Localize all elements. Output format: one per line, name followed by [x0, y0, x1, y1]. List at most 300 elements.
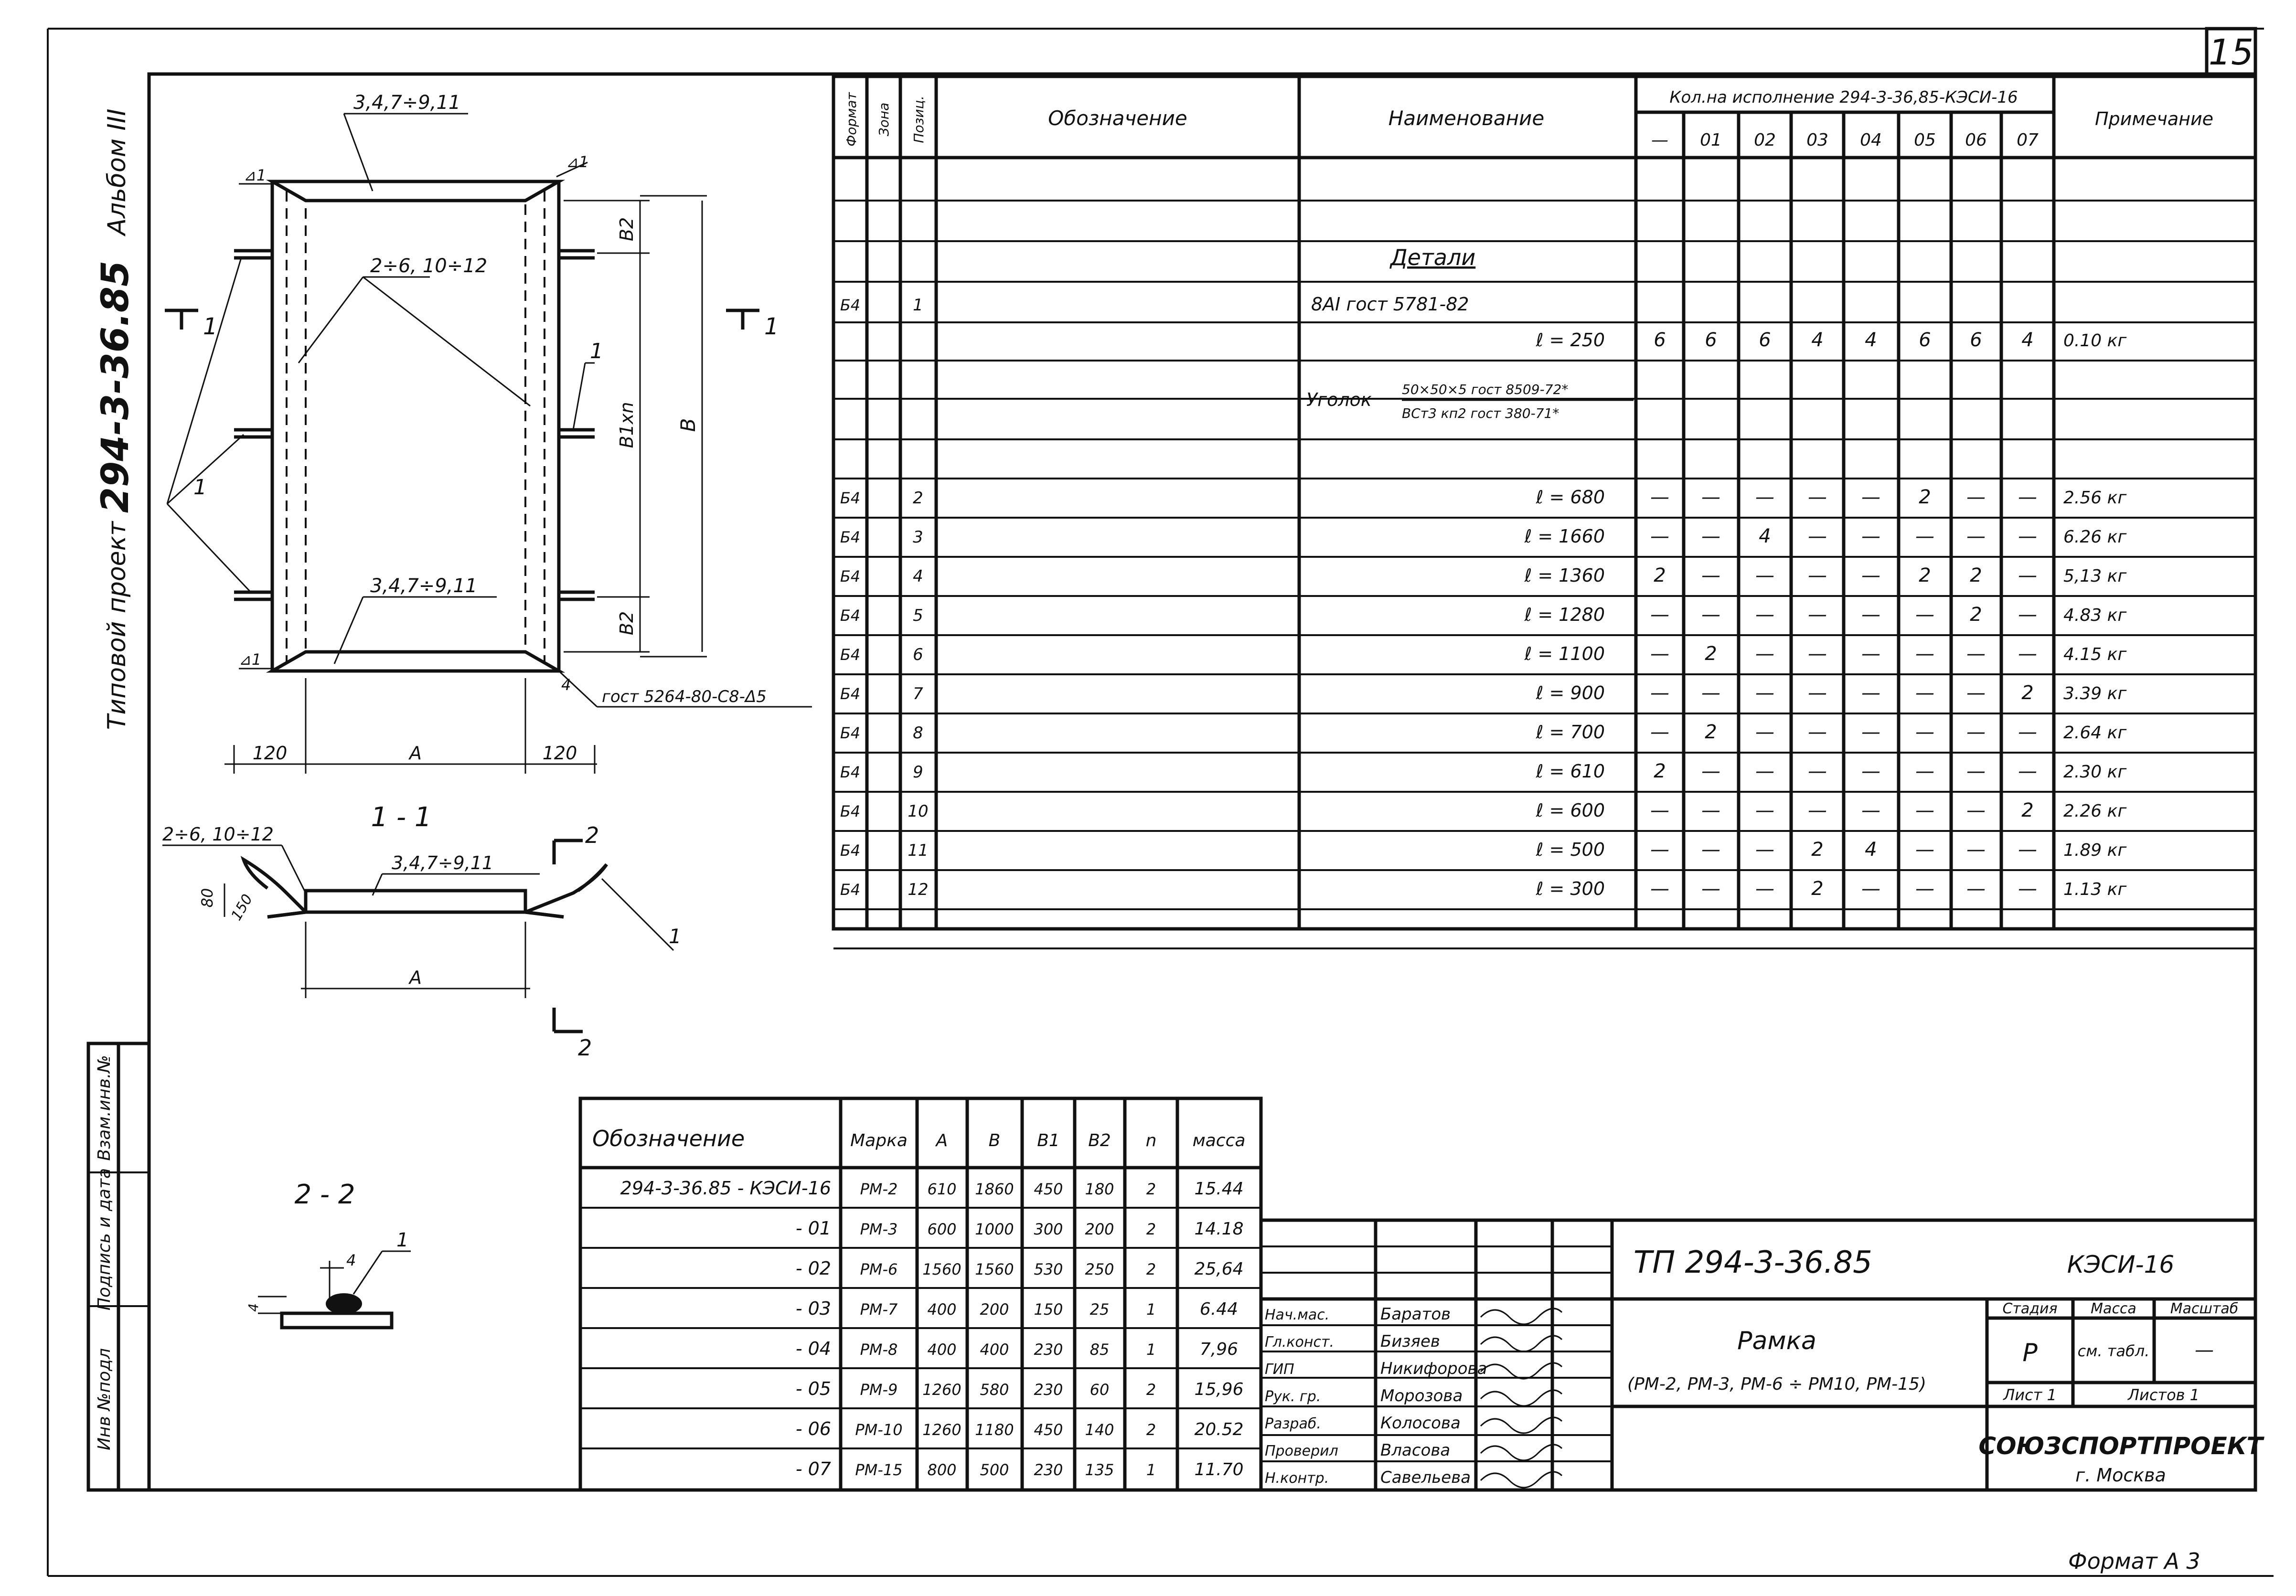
spec-row-qty: —	[1966, 799, 1986, 821]
marks-header: Марка	[850, 1131, 908, 1150]
spec-row-qty: 2	[1970, 604, 1982, 626]
marks-cell: 1260	[922, 1381, 961, 1399]
section1-dim-150: 150	[228, 891, 256, 924]
spec-row-qty: —	[1808, 525, 1827, 547]
spec-row-qty: —	[1650, 839, 1669, 861]
tb-staff-row	[1265, 1359, 1562, 1379]
marks-table	[580, 1098, 1261, 1490]
tb-sheet-label: Лист 1	[2003, 1386, 2057, 1404]
spec-row-qty: —	[1861, 604, 1880, 626]
dim-b2-top: В2	[616, 217, 637, 242]
spec-row-note: 4.83 кг	[2063, 606, 2127, 625]
spec-header-name: Наименование	[1388, 106, 1545, 130]
marks-cell: 6.44	[1199, 1299, 1239, 1319]
spec-row-qty: —	[1701, 486, 1720, 508]
spec-row-qty: —	[1808, 604, 1827, 626]
sheet-format: Формат А 3	[2068, 1548, 2200, 1574]
tb-city: г. Москва	[2075, 1465, 2166, 1486]
stamp-inv-number: Инв №подл	[95, 1348, 114, 1451]
tb-staff-row	[1265, 1441, 1562, 1460]
spec-row-note: 1.89 кг	[2063, 841, 2127, 860]
spec-row-qty: —	[1650, 604, 1669, 626]
spec-header-note: Примечание	[2094, 108, 2214, 129]
spec-row-pos: 4	[913, 567, 923, 586]
stamp-signature-date: Подпись и дата	[95, 1168, 114, 1311]
tb-staff-signature	[1481, 1472, 1562, 1488]
plan-label-side: 2÷6, 10÷12	[370, 255, 488, 277]
spec-row-qty: 2	[1970, 564, 1982, 586]
marks-cell: 11.70	[1194, 1460, 1244, 1479]
corner-weld-bl: ⊿1	[239, 650, 262, 669]
plan-pos-1-left: 1	[193, 475, 207, 500]
marks-cell: 14.18	[1194, 1219, 1244, 1239]
spec-row-format: Б4	[840, 567, 861, 585]
spec-row-pos: 6	[913, 645, 923, 664]
dim-b2-bottom: В2	[616, 611, 637, 636]
spec-row-note: 2.30 кг	[2063, 762, 2127, 782]
spec-row-qty: 2	[1919, 564, 1931, 586]
spec-row-qty: 6	[1919, 329, 1931, 351]
spec-row-qty: —	[1808, 682, 1827, 704]
marks-header: В2	[1088, 1131, 1111, 1150]
marks-cell: 600	[927, 1220, 957, 1238]
tb-staff-signature	[1481, 1390, 1562, 1406]
spec-row-qty: —	[1701, 604, 1720, 626]
spec-row-name: ℓ = 1660	[1524, 526, 1605, 547]
dim-a-plan: А	[409, 743, 422, 764]
tb-staff-name: Никифорова	[1380, 1359, 1487, 1378]
spec-row-format: Б4	[840, 685, 861, 703]
spec-row-name: ℓ = 600	[1536, 800, 1605, 821]
marks-cell: 25,64	[1194, 1259, 1244, 1279]
marks-rows	[580, 1178, 1261, 1479]
spec-row-qty: 2	[1811, 878, 1824, 900]
section1-label-mid: 3,4,7÷9,11	[392, 852, 494, 873]
spec-row-qty: 4	[2021, 329, 2034, 351]
tb-code: ТП 294-3-36.85	[1634, 1245, 1872, 1280]
spec-row-qty: —	[1966, 682, 1986, 704]
spec-row-qty: —	[1755, 682, 1774, 704]
spec-row	[1536, 329, 2127, 351]
spec-row-qty: —	[1650, 486, 1669, 508]
spec-row-qty: —	[1966, 721, 1986, 743]
spec-row-qty: —	[1701, 760, 1720, 782]
spec-row-qty: 2	[1811, 839, 1824, 861]
title-block	[1261, 1220, 2265, 1490]
spec-row	[840, 682, 2127, 704]
marks-cell: РМ-7	[860, 1300, 898, 1319]
spec-row-qty: —	[1650, 525, 1669, 547]
corner-weld-tl: ⊿1	[244, 166, 267, 184]
tb-staff-role: Разраб.	[1265, 1415, 1321, 1432]
spec-row-qty: —	[1861, 682, 1880, 704]
plan-label-bottom: 3,4,7÷9,11	[370, 575, 478, 597]
spec-row-qty: —	[1861, 643, 1880, 665]
marks-cell-designation: - 06	[795, 1418, 831, 1439]
marks-cell: 20.52	[1194, 1420, 1244, 1439]
spec-header-zone: Зона	[876, 102, 892, 137]
spec-row-name: ℓ = 1280	[1524, 604, 1605, 625]
spec-header-qty: Кол.на исполнение 294-3-36,85-КЭСИ-16	[1669, 88, 2018, 107]
marks-cell: 400	[927, 1341, 957, 1359]
marks-cell: 1	[1146, 1341, 1156, 1359]
spec-format-row1: Б4	[840, 296, 861, 314]
marks-cell: 530	[1034, 1260, 1063, 1278]
spec-row-qty: 2	[1654, 564, 1666, 586]
marks-header: n	[1145, 1131, 1157, 1150]
spec-row-qty: 2	[2021, 682, 2034, 704]
marks-cell: 450	[1034, 1180, 1063, 1198]
spec-row-qty: —	[1755, 839, 1774, 861]
marks-headers	[592, 1126, 1245, 1151]
spec-row-pos: 9	[913, 763, 923, 782]
spec-header-format: Формат	[844, 92, 859, 147]
spec-row	[840, 564, 2127, 586]
spec-row-qty: —	[1650, 878, 1669, 900]
spec-row-qty: —	[1650, 643, 1669, 665]
tb-staff-name: Колосова	[1380, 1414, 1461, 1433]
spec-row-qty: —	[2018, 564, 2037, 586]
spec-row-qty: —	[1755, 564, 1774, 586]
spec-row-name: ℓ = 610	[1536, 761, 1605, 782]
marks-cell-designation: 294-3-36.85 - КЭСИ-16	[620, 1178, 831, 1199]
marks-cell: РМ-10	[855, 1421, 903, 1439]
spec-material-2-top: 50×50×5 гост 8509-72*	[1402, 382, 1569, 397]
spec-row-qty: 2	[1654, 760, 1666, 782]
marks-cell: 1560	[975, 1260, 1014, 1278]
marks-cell: РМ-3	[860, 1220, 898, 1238]
marks-cell: РМ-9	[860, 1381, 898, 1399]
side-note	[94, 108, 137, 730]
spec-row-qty: —	[1755, 799, 1774, 821]
marks-cell: 85	[1089, 1341, 1110, 1359]
tb-staff-row	[1265, 1305, 1562, 1324]
tb-subname: (РМ-2, РМ-3, РМ-6 ÷ РМ10, РМ-15)	[1627, 1374, 1926, 1394]
tb-scale-label: Масштаб	[2170, 1300, 2239, 1317]
spec-row-qty: 6	[1970, 329, 1982, 351]
spec-row-qty: —	[1915, 643, 1934, 665]
spec-row-qty: —	[1966, 525, 1986, 547]
spec-row-qty: —	[1755, 760, 1774, 782]
spec-row-qty: —	[1861, 878, 1880, 900]
spec-row-note: 4.15 кг	[2063, 645, 2127, 664]
spec-row-note: 3.39 кг	[2063, 684, 2127, 703]
spec-row-format: Б4	[840, 881, 861, 899]
spec-row-qty: —	[1650, 799, 1669, 821]
tb-org: СОЮЗСПОРТПРОЕКТ	[1978, 1432, 2263, 1460]
section1-title: 1 - 1	[371, 802, 432, 833]
spec-row-qty: 6	[1654, 329, 1666, 351]
marks-cell: 7,96	[1199, 1340, 1239, 1359]
marks-row	[796, 1298, 1238, 1319]
section-2-2	[246, 1179, 411, 1328]
spec-row-qty: —	[1755, 643, 1774, 665]
spec-variant-header: 02	[1754, 130, 1776, 150]
spec-row	[840, 760, 2127, 782]
spec-row-pos: 8	[913, 724, 923, 743]
spec-row-note: 1.13 кг	[2063, 880, 2127, 899]
marks-cell-designation: - 03	[795, 1298, 831, 1319]
marks-cell-designation: - 02	[795, 1258, 831, 1279]
tb-staff-name: Бизяев	[1380, 1332, 1440, 1351]
marks-cell: 2	[1146, 1180, 1156, 1198]
tb-mark: КЭСИ-16	[2067, 1251, 2175, 1278]
spec-row-qty: —	[1861, 525, 1880, 547]
tb-staff-row	[1265, 1332, 1562, 1351]
spec-pos-row1: 1	[913, 296, 923, 315]
spec-row-qty: —	[1701, 799, 1720, 821]
section1-pos-1: 1	[669, 925, 682, 948]
section2-dim-4: 4	[246, 1303, 261, 1312]
marks-cell: 1	[1146, 1300, 1156, 1319]
spec-row-qty: —	[1650, 721, 1669, 743]
tb-name: Рамка	[1737, 1327, 1816, 1355]
spec-row-qty: —	[1808, 760, 1827, 782]
tb-staff-signature	[1481, 1336, 1562, 1351]
spec-material-2-prefix: Уголок	[1306, 389, 1372, 410]
marks-row	[796, 1338, 1238, 1359]
spec-row-qty: —	[1966, 760, 1986, 782]
spec-row-qty: —	[1915, 721, 1934, 743]
spec-row-pos: 10	[908, 802, 929, 821]
spec-row-qty: —	[1966, 643, 1986, 665]
spec-row-qty: —	[1701, 878, 1720, 900]
sheet-number: 15	[2208, 32, 2254, 73]
tb-staff-signature	[1481, 1309, 1562, 1324]
spec-row-qty: —	[2018, 604, 2037, 626]
spec-row-name: ℓ = 1360	[1524, 565, 1605, 586]
marks-cell: РМ-15	[855, 1461, 903, 1479]
marks-cell: 2	[1146, 1381, 1156, 1399]
marks-cell: 25	[1089, 1300, 1110, 1319]
marks-cell-designation: - 05	[795, 1378, 831, 1399]
spec-variant-header: —	[1651, 130, 1668, 150]
tb-staff	[1265, 1305, 1562, 1488]
spec-row-qty: 4	[1865, 839, 1877, 861]
marks-header: В	[988, 1131, 1001, 1150]
spec-header-pos: Позиц.	[911, 96, 927, 143]
spec-section-title: Детали	[1390, 245, 1476, 270]
spec-material-2-bottom: ВСт3 кп2 гост 380-71*	[1402, 405, 1559, 421]
spec-row-pos: 7	[913, 684, 923, 703]
side-note-album: Альбом III	[103, 108, 131, 235]
spec-row	[840, 643, 2127, 665]
spec-row-qty: 6	[1759, 329, 1771, 351]
spec-row-note: 2.64 кг	[2063, 723, 2127, 743]
spec-row	[840, 878, 2127, 900]
spec-row-format: Б4	[840, 489, 861, 507]
spec-row-qty: —	[2018, 486, 2037, 508]
tb-staff-signature	[1481, 1445, 1562, 1460]
marks-cell: 580	[980, 1381, 1009, 1399]
tb-staff-row	[1265, 1414, 1562, 1433]
marks-cell: 300	[1034, 1220, 1063, 1238]
spec-row-qty: —	[1915, 604, 1934, 626]
spec-row-qty: —	[1808, 486, 1827, 508]
side-note-prefix: Типовой проект	[103, 521, 131, 730]
spec-row-pos: 11	[908, 841, 929, 860]
plan-view	[165, 92, 812, 774]
spec-row-name: ℓ = 500	[1536, 839, 1605, 860]
spec-row-format: Б4	[840, 841, 861, 860]
spec-row	[840, 604, 2127, 626]
plan-pos-1-right: 1	[590, 339, 603, 363]
spec-row	[840, 486, 2127, 508]
marks-cell: 2	[1146, 1260, 1156, 1278]
dim-120-right: 120	[542, 743, 577, 764]
spec-row-qty: —	[2018, 760, 2037, 782]
spec-row-note: 2.56 кг	[2063, 488, 2127, 508]
tb-scale-value: —	[2195, 1339, 2214, 1361]
marks-cell: 200	[980, 1300, 1009, 1319]
tb-staff-role: Гл.конст.	[1265, 1334, 1335, 1351]
section2-pos-1: 1	[396, 1229, 409, 1251]
spec-row	[840, 799, 2127, 821]
spec-row-qty: —	[2018, 643, 2037, 665]
spec-rows	[833, 201, 2255, 948]
spec-row-qty: —	[1861, 760, 1880, 782]
tb-staff-row	[1265, 1468, 1562, 1488]
tb-stage: Р	[2022, 1339, 2038, 1367]
spec-row-qty: —	[1861, 564, 1880, 586]
tb-staff-signature	[1481, 1417, 1562, 1433]
spec-header-designation: Обозначение	[1048, 106, 1187, 130]
marks-cell: 2	[1146, 1421, 1156, 1439]
tb-staff-role: ГИП	[1265, 1361, 1294, 1378]
spec-row-note: 0.10 кг	[2063, 331, 2127, 351]
marks-cell: 400	[980, 1341, 1009, 1359]
tb-staff-name: Савельева	[1380, 1468, 1471, 1487]
spec-row-format: Б4	[840, 802, 861, 820]
marks-cell: 200	[1085, 1220, 1114, 1238]
dim-b1n: В1хn	[616, 402, 637, 448]
marks-cell: 800	[927, 1461, 957, 1479]
marks-cell: 150	[1034, 1300, 1063, 1319]
spec-variant-header: 01	[1700, 130, 1722, 150]
section1-dim-a: А	[409, 967, 422, 988]
section2-weld: 4	[346, 1251, 356, 1269]
plan-cut-label-right: 1	[764, 313, 779, 340]
spec-row-qty: —	[1966, 839, 1986, 861]
marks-cell: 1260	[922, 1421, 961, 1439]
spec-row-note: 6.26 кг	[2063, 527, 2127, 547]
marks-cell: 2	[1146, 1220, 1156, 1238]
spec-row-name: ℓ = 1100	[1524, 643, 1605, 664]
dim-b: В	[676, 418, 700, 432]
marks-header: А	[936, 1131, 948, 1150]
side-note-code: 294-3-36.85	[94, 260, 137, 513]
spec-row	[840, 721, 2127, 743]
spec-variant-header: 04	[1860, 130, 1882, 150]
spec-row-qty: 4	[1759, 525, 1771, 547]
section1-label-left: 2÷6, 10÷12	[162, 824, 274, 845]
spec-row-qty: —	[1808, 799, 1827, 821]
marks-cell: 135	[1085, 1461, 1114, 1479]
spec-row-qty: —	[1966, 878, 1986, 900]
plan-label-top: 3,4,7÷9,11	[353, 92, 461, 114]
spec-material-1: 8АI гост 5781-82	[1311, 294, 1469, 315]
spec-row-qty: 4	[1865, 329, 1877, 351]
tb-staff-name: Власова	[1380, 1441, 1451, 1460]
marks-cell: 450	[1034, 1421, 1063, 1439]
spec-row-qty: —	[1915, 760, 1934, 782]
marks-cell: 140	[1085, 1421, 1114, 1439]
spec-row-qty: —	[1808, 564, 1827, 586]
marks-cell-designation: - 04	[795, 1338, 831, 1359]
tb-staff-role: Рук. гр.	[1265, 1388, 1321, 1405]
spec-row-format: Б4	[840, 724, 861, 742]
spec-row-pos: 5	[913, 606, 923, 625]
marks-cell: 15.44	[1194, 1179, 1244, 1199]
marks-cell: 1	[1146, 1461, 1156, 1479]
marks-cell: РМ-6	[860, 1260, 898, 1278]
marks-cell-designation: - 01	[795, 1218, 831, 1239]
spec-row-qty: 2	[1919, 486, 1931, 508]
tb-staff-signature	[1481, 1363, 1562, 1379]
tb-staff-role: Нач.мас.	[1265, 1307, 1330, 1323]
section1-cut-top: 2	[585, 822, 599, 848]
tb-mass-value: см. табл.	[2077, 1342, 2150, 1360]
spec-row-qty: —	[2018, 878, 2037, 900]
marks-cell: 230	[1034, 1381, 1063, 1399]
tb-mass-label: Масса	[2091, 1300, 2136, 1317]
marks-cell: 15,96	[1194, 1380, 1244, 1399]
specification-table	[833, 76, 2255, 948]
spec-row-qty: 4	[1811, 329, 1824, 351]
spec-variant-header: 06	[1965, 130, 1987, 150]
tb-sheets-label: Листов 1	[2127, 1386, 2200, 1404]
spec-row-format: Б4	[840, 763, 861, 781]
spec-row-qty: —	[1755, 721, 1774, 743]
marks-header: Обозначение	[592, 1126, 745, 1151]
spec-row-qty: —	[1915, 525, 1934, 547]
section1-cut-bottom: 2	[578, 1035, 592, 1061]
spec-row-qty: —	[1755, 878, 1774, 900]
spec-row-qty: —	[1701, 839, 1720, 861]
spec-row-name: ℓ = 300	[1536, 878, 1605, 899]
spec-row-note: 5,13 кг	[2063, 566, 2127, 586]
marks-cell-designation: - 07	[795, 1458, 831, 1479]
spec-row-qty: —	[1915, 682, 1934, 704]
tb-staff-role: Н.контр.	[1265, 1470, 1329, 1487]
spec-row	[840, 525, 2127, 547]
spec-row-qty: 2	[1705, 643, 1717, 665]
plan-bars-left	[234, 251, 272, 599]
spec-row-format: Б4	[840, 606, 861, 625]
dim-120-left: 120	[252, 743, 288, 764]
spec-row-qty: —	[2018, 525, 2037, 547]
marks-cell: 1560	[922, 1260, 961, 1278]
section1-dim-80: 80	[198, 888, 216, 908]
plan-cut-label-left: 1	[203, 313, 218, 340]
marks-cell: 230	[1034, 1461, 1063, 1479]
plan-weld-note: гост 5264-80-С8-Δ5	[602, 687, 767, 706]
section-1-1	[162, 802, 682, 1061]
tb-staff-name: Морозова	[1380, 1386, 1463, 1405]
spec-row-name: ℓ = 250	[1536, 330, 1605, 351]
tb-stage-label: Стадия	[2002, 1300, 2058, 1317]
marks-cell: 500	[980, 1461, 1009, 1479]
spec-row-qty: —	[1808, 721, 1827, 743]
spec-row-qty: —	[1915, 839, 1934, 861]
spec-variant-header: 07	[2017, 130, 2039, 150]
marks-cell: 230	[1034, 1341, 1063, 1359]
spec-row-qty: 2	[2021, 799, 2034, 821]
marks-cell: 1000	[975, 1220, 1014, 1238]
spec-row	[840, 839, 2127, 861]
corner-weld-tr: ⊿1	[566, 153, 589, 171]
spec-row-qty: —	[2018, 839, 2037, 861]
